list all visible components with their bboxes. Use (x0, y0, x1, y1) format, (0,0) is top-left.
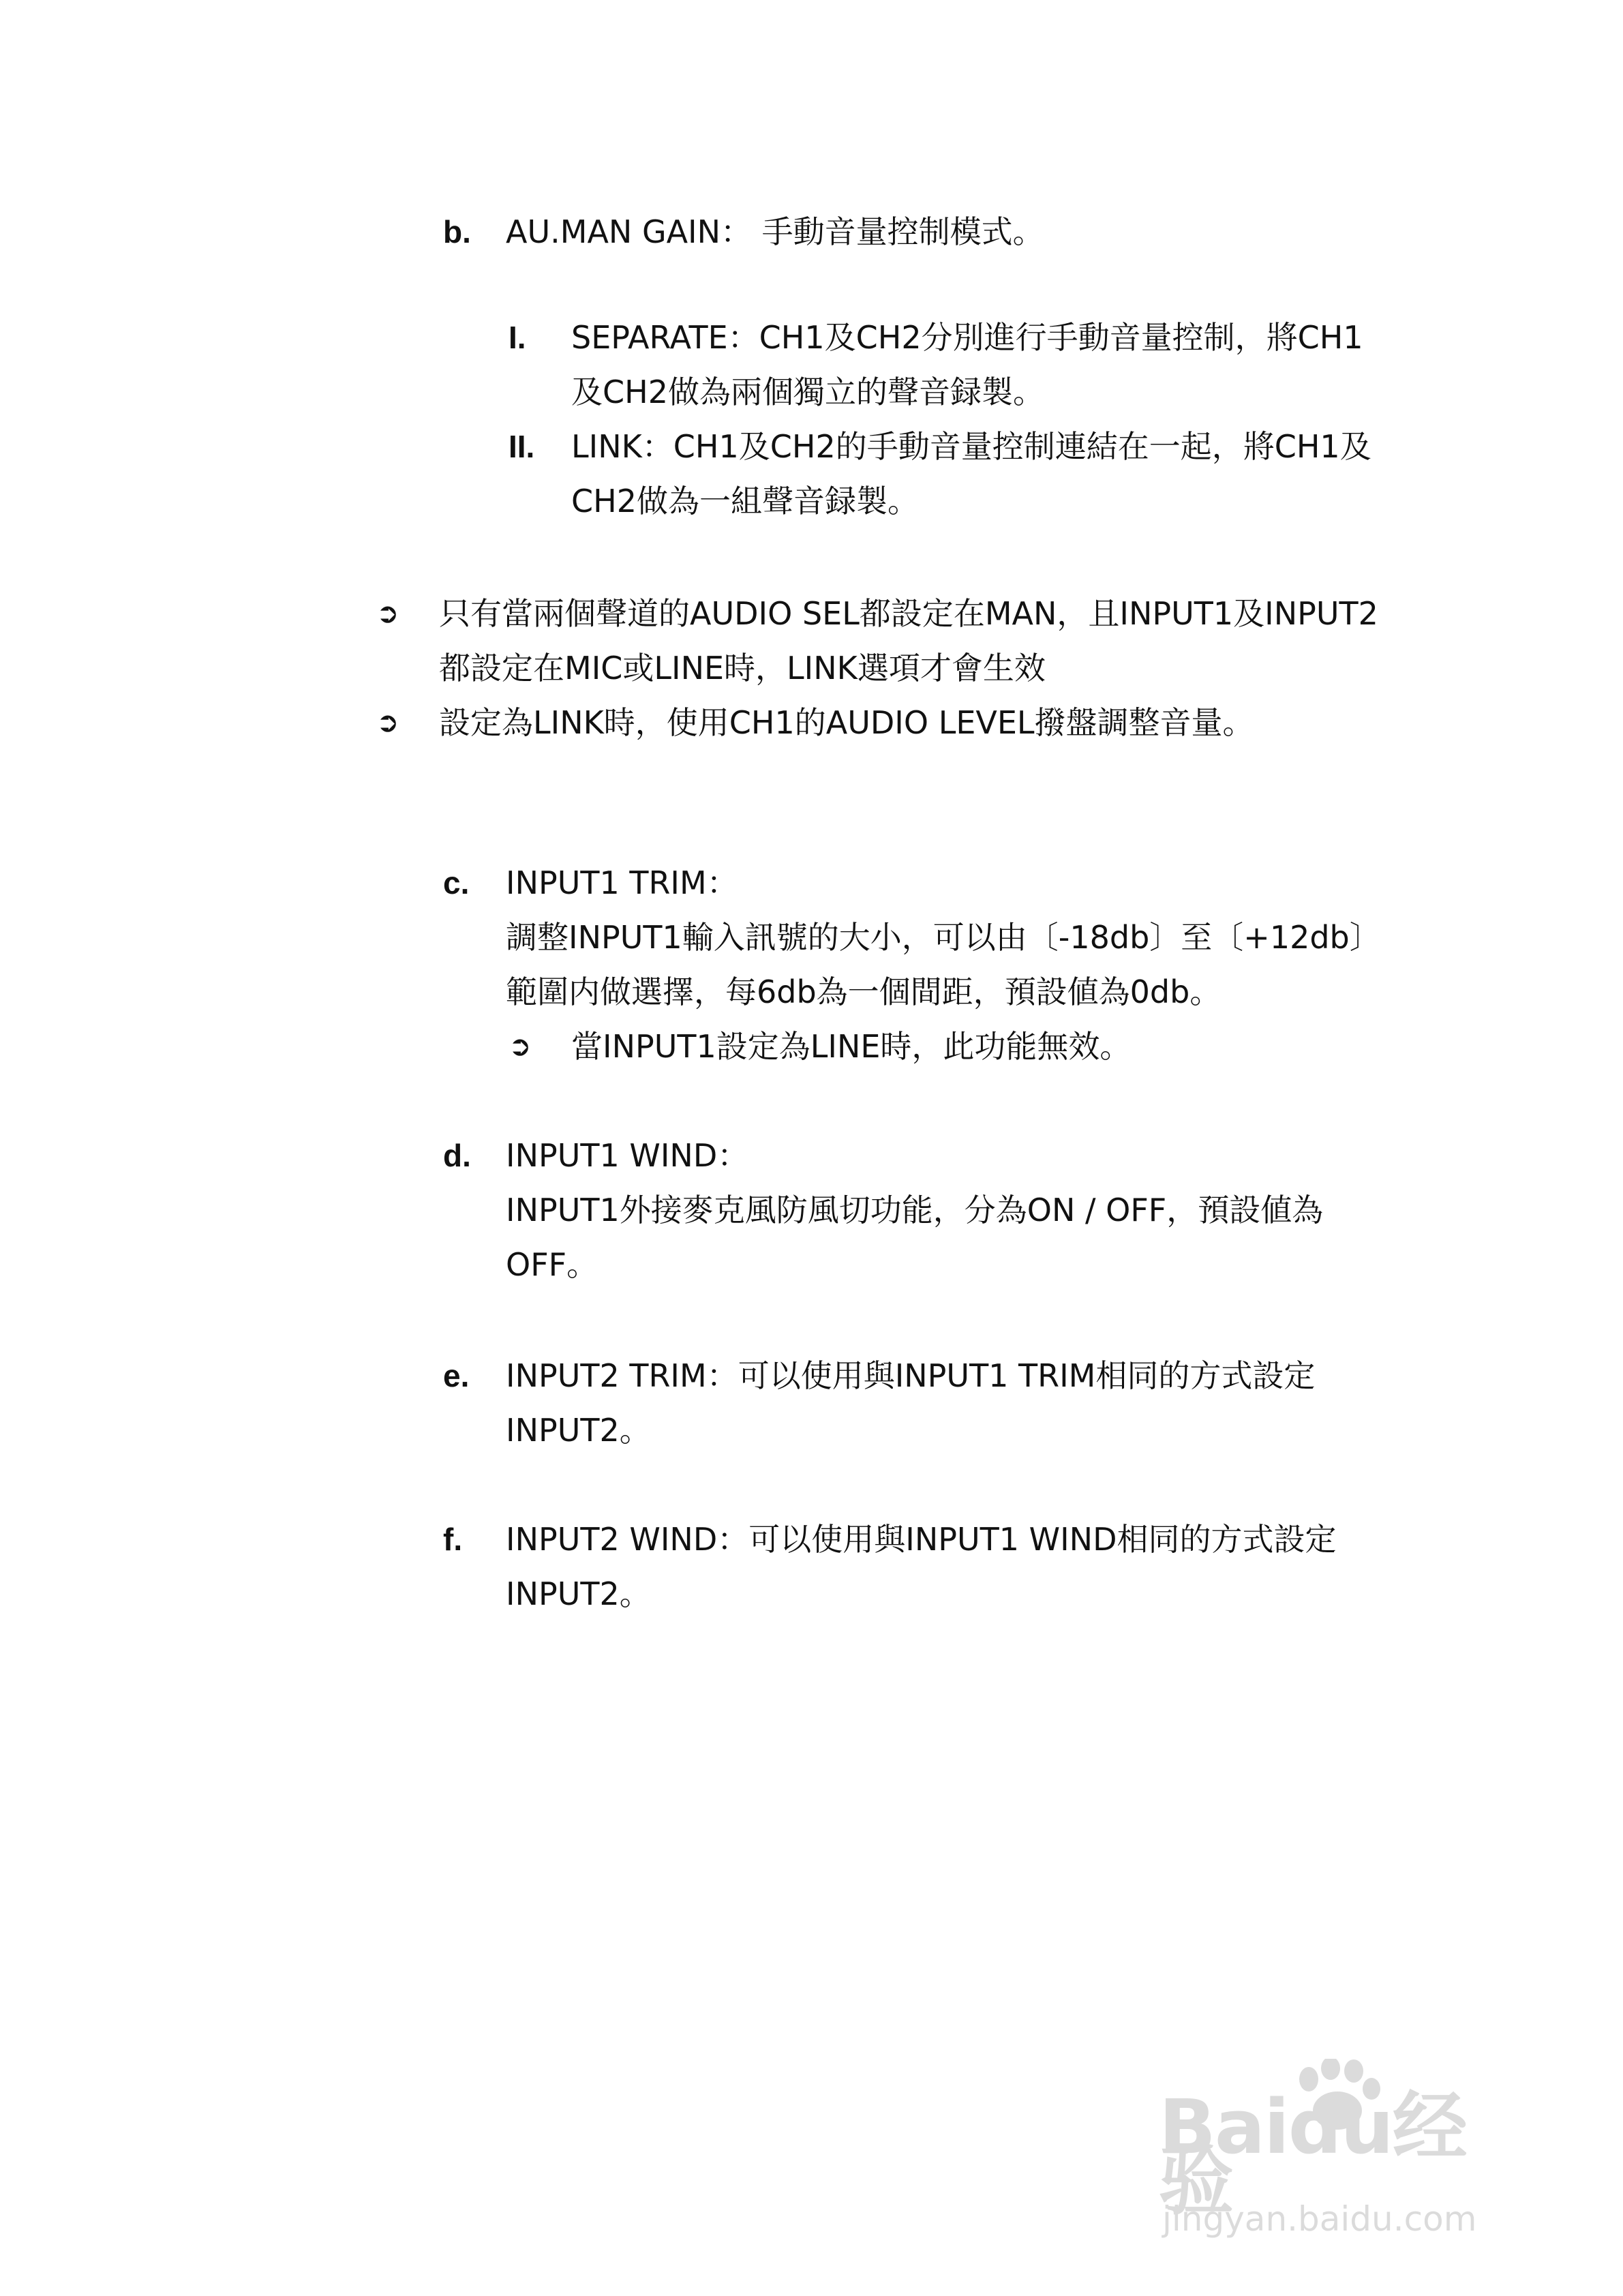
section-f-line-2: INPUT2。 (506, 1575, 651, 1612)
section-d-line-2: OFF。 (506, 1246, 598, 1283)
list-marker: f. (443, 1522, 463, 1557)
section-e-heading (443, 1348, 1315, 1403)
list-marker: c. (443, 865, 470, 901)
note-1-line-1: 只有當兩個聲道的AUDIO SEL都設定在MAN，且INPUT1及INPUT2 (439, 595, 1378, 632)
section-f-line-1: INPUT2 WIND：可以使用與INPUT1 WIND相同的方式設定 (506, 1521, 1337, 1558)
section-c-title: INPUT1 TRIM： (506, 864, 738, 901)
section-c-line-2-row (506, 965, 1221, 1019)
list-marker: d. (443, 1138, 471, 1173)
note-1 (376, 586, 1378, 641)
list-marker: b. (443, 214, 471, 250)
note-2 (376, 695, 1254, 750)
watermark-url: jingyan.baidu.com (1162, 2199, 1477, 2239)
section-d-line-1: INPUT1外接麥克風防風切功能，分為ON / OFF，預設値為 (506, 1192, 1324, 1228)
list-marker: e. (443, 1358, 470, 1393)
section-e-line-1: INPUT2 TRIM：可以使用與INPUT1 TRIM相同的方式設定 (506, 1357, 1316, 1394)
section-b-heading (443, 205, 1044, 259)
section-e-line-2-row (506, 1403, 651, 1457)
separate-line-2-row (571, 365, 1044, 419)
section-c-note-text: 當INPUT1設定為LINE時，此功能無效。 (571, 1028, 1132, 1065)
separate-line-1: SEPARATE：CH1及CH2分別進行手動音量控制，將CH1 (571, 319, 1363, 356)
separate-line-2: 及CH2做為兩個獨立的聲音録製。 (571, 374, 1044, 410)
note-1-line-2: 都設定在MIC或LINE時，LINK選項才會生效 (439, 650, 1046, 686)
link-line-1: LINK：CH1及CH2的手動音量控制連結在一起，將CH1及 (571, 428, 1371, 465)
roman-marker: II. (509, 429, 535, 464)
section-c-line-1: 調整INPUT1輸入訊號的大小，可以由〔-18db〕至〔+12db〕 (506, 919, 1381, 956)
section-c-heading (443, 856, 738, 910)
section-c-line-1-row (506, 910, 1381, 965)
section-f-line-2-row (506, 1567, 651, 1621)
roman-marker: I. (509, 320, 526, 355)
arrow-bullet-icon: ➲ (509, 1031, 532, 1062)
section-d-heading (443, 1128, 748, 1183)
section-d-line-2-row (506, 1237, 598, 1292)
arrow-bullet-icon: ➲ (376, 707, 399, 738)
list-item-separate (509, 310, 1363, 365)
note-2-line-1: 設定為LINK時，使用CH1的AUDIO LEVEL撥盤調整音量。 (439, 704, 1254, 741)
watermark-brand: Baidu经验 (1159, 2083, 1466, 2225)
section-b-text: AU.MAN GAIN： 手動音量控制模式。 (506, 213, 1044, 250)
note-1-line-2-row (439, 641, 1046, 695)
baidu-watermark (1152, 2059, 1534, 2250)
section-c-line-2: 範圍内做選擇，每6db為一個間距，預設値為0db。 (506, 973, 1222, 1010)
section-c-note (509, 1019, 1131, 1074)
section-d-title: INPUT1 WIND： (506, 1137, 749, 1174)
section-e-line-2: INPUT2。 (506, 1412, 651, 1449)
section-d-line-1-row (506, 1183, 1323, 1237)
link-line-2: CH2做為一組聲音録製。 (571, 483, 919, 519)
list-item-link (509, 419, 1371, 474)
arrow-bullet-icon: ➲ (376, 598, 399, 629)
section-f-heading (443, 1512, 1337, 1567)
link-line-2-row (571, 474, 919, 528)
